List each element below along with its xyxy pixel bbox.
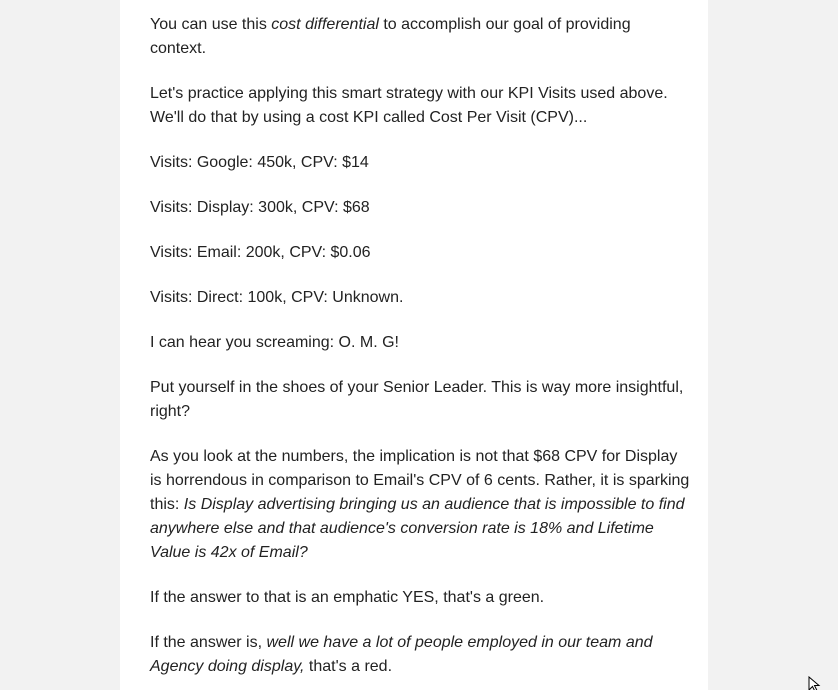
- text-run: You can use this: [150, 16, 272, 33]
- paragraph-visits-google: Visits: Google: 450k, CPV: $14: [150, 154, 369, 171]
- paragraph-senior-leader: Put yourself in the shoes of your Senior Leader. This is way more insightful, right?: [150, 379, 684, 420]
- emphasis-agency-display: well we have a lot of people employed in our team and Agency doing display,: [150, 634, 653, 675]
- paragraph-cost-differential: [150, 13, 690, 61]
- emphasis-display-question: Is Display advertising bringing us an audience that is impossible to find anywhere else and that audience's conversion rate is 18% and Lifetime Value is 42x of Email?: [150, 496, 685, 561]
- paragraph-red: [150, 631, 690, 679]
- emphasis-cost-differential: cost differential: [271, 16, 379, 33]
- paragraph-implication: [150, 445, 690, 565]
- paragraph-green: If the answer to that is an emphatic YES, that's a green.: [150, 589, 545, 606]
- mouse-pointer-icon: [807, 676, 823, 690]
- text-run: that's a red.: [304, 658, 393, 675]
- paragraph-visits-display: Visits: Display: 300k, CPV: $68: [150, 199, 370, 216]
- paragraph-omg: I can hear you screaming: O. M. G!: [150, 334, 399, 351]
- article-body: [120, 0, 708, 690]
- text-run: to accomplish our goal of providing context.: [150, 16, 631, 57]
- text-run: As you look at the numbers, the implication is not that $68 CPV for Display is horrendous in comparison to Email's CPV of 6 cents. Rather, it is sparking this:: [150, 448, 690, 513]
- text-run: If the answer is,: [150, 634, 267, 651]
- paragraph-visits-email: Visits: Email: 200k, CPV: $0.06: [150, 244, 371, 261]
- paragraph-visits-direct: Visits: Direct: 100k, CPV: Unknown.: [150, 289, 404, 306]
- paragraph-practice-intro: Let's practice applying this smart strategy with our KPI Visits used above. We'll do that by using a cost KPI called Cost Per Visit (CPV)...: [150, 85, 668, 126]
